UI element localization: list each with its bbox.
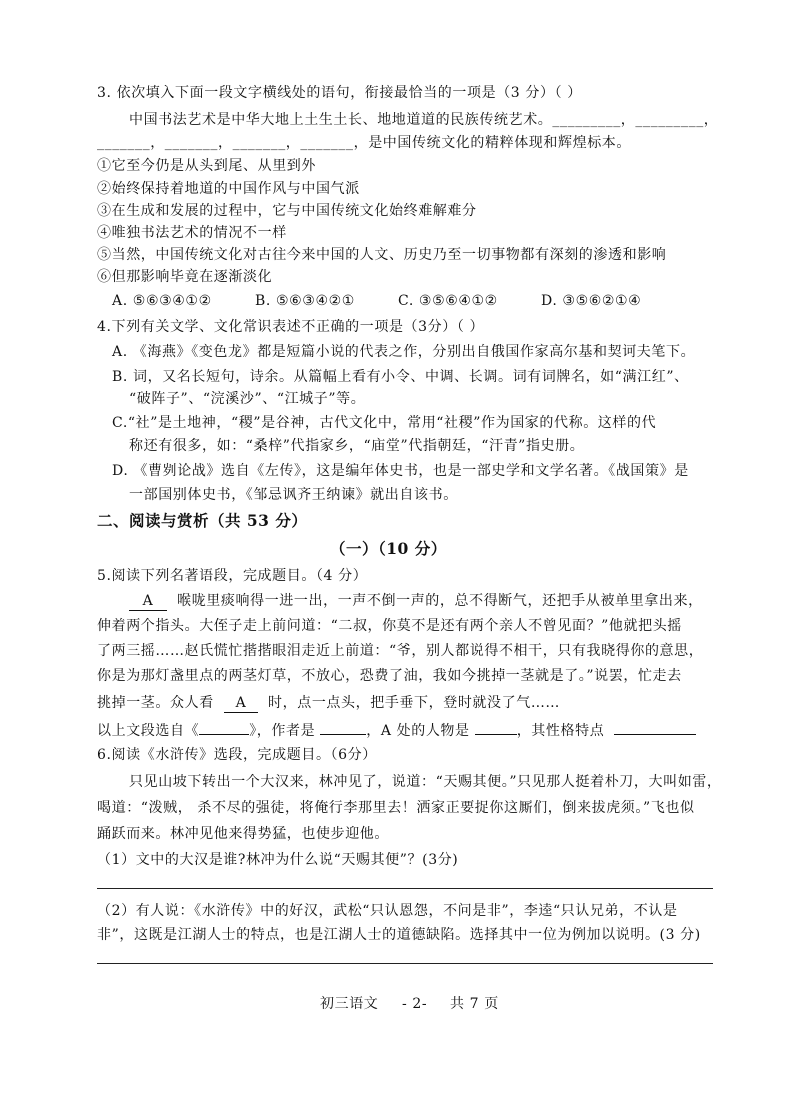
q6-sub-question-2-line-2: 非”，这既是江湖人士的特点，也是江湖人士的道德缺陷。选择其中一位为例加以说明。(3 分) [97, 927, 701, 943]
q3-option-3: ③在生成和发展的过程中，它与中国传统文化始终难解难分 [97, 203, 477, 219]
q3-option-5: ⑤当然，中国传统文化对古往今来中国的人文、历史乃至一切事物都有深刻的渗透和影响 [97, 247, 667, 263]
q5-marker-a: A [129, 592, 167, 611]
q3-option-1: ①它至今仍是从头到尾、从里到外 [97, 158, 316, 174]
q5-stem: 5.阅读下列名著语段，完成题目。（4 分） [97, 568, 368, 584]
q6-passage-line-1: 只见山坡下转出一个大汉来，林冲见了，说道：“天赐其便。”只见那人挺着朴刀，大叫如雷， [129, 774, 722, 790]
q4-option-d-line-1: D. 《曹刿论战》选自《左传》，这是编年体史书，也是一部史学和文学名著。《战国策》是 [112, 463, 689, 479]
q5-trait-blank[interactable] [614, 720, 696, 735]
q4-option-a: A. 《海燕》《变色龙》都是短篇小说的代表之作，分别出自俄国作家高尔基和契诃夫笔下。 [112, 344, 696, 360]
q3-stem: 3. 依次填入下面一段文字横线处的语句，衔接最恰当的一项是（3 分）（ ） [97, 85, 582, 101]
q4-option-d-line-2: 一部国别体史书，《邹忌讽齐王纳谏》就出自该书。 [129, 487, 458, 503]
q6-passage-line-3: 踊跃而来。林冲见他来得势猛，也使步迎他。 [97, 826, 389, 842]
q5-passage-line-4: 你是为那灯盏里点的两茎灯草，不放心，恐费了油，我如今挑掉一茎就是了。”说罢，忙走去 [97, 668, 682, 684]
section-heading: 二、阅读与赏析（共 53 分） [97, 511, 308, 530]
section-sub-heading: （一）（10 分） [330, 539, 447, 558]
q5-passage-line-5 [97, 694, 560, 713]
q6-stem: 6.阅读《水浒传》选段，完成题目。（6分） [97, 747, 377, 763]
q5-author-blank[interactable] [320, 720, 366, 735]
q3-option-6: ⑥但那影响毕竟在逐渐淡化 [97, 269, 273, 285]
q5-passage-line-2: 伸着两个指头。大侄子走上前问道：“二叔，你莫不是还有两个亲人不曾见面？”他就把头摇 [97, 618, 682, 634]
q5-book-blank[interactable] [199, 720, 249, 735]
q5-character-blank[interactable] [475, 720, 517, 735]
q3-option-4: ④唯独书法艺术的情况不一样 [97, 225, 287, 241]
q3-passage-line-1: 中国书法艺术是中华大地上土生土长、地地道道的民族传统艺术。_________，_________， [129, 112, 719, 128]
q6-answer-line-2[interactable] [97, 963, 713, 964]
footer-total-pages: 共 7 页 [450, 996, 499, 1012]
q4-option-c-line-2: 称还有很多，如：“桑梓”代指家乡，“庙堂”代指朝廷，“汗青”指史册。 [129, 438, 585, 454]
q4-stem: 4.下列有关文学、文化常识表述不正确的一项是（3分）（ ） [97, 319, 485, 335]
q3-option-2: ②始终保持着地道的中国作风与中国气派 [97, 181, 360, 197]
q3-choice-c: C. ③⑤⑥④①② [398, 293, 498, 309]
q4-option-b-line-1: B. 词，又名长短句，诗余。从篇幅上看有小令、中调、长调。词有词牌名，如“满江红”、 [112, 369, 689, 385]
q6-sub-question-2-line-1: （2）有人说：《水浒传》中的好汉，武松“只认恩怨，不问是非”，李逵“只认兄弟，不认是 [97, 903, 678, 919]
q6-passage-line-2: 喝道：“泼贼， 杀不尽的强徒，将俺行李那里去！洒家正要捉你这厮们，倒来拔虎须。”飞也似 [97, 800, 695, 816]
q3-choice-a: A. ⑤⑥③④①② [112, 293, 212, 309]
q3-passage-line-2: _______，_______，_______，_______，是中国传统文化的精粹体现和辉煌标本。 [97, 135, 631, 151]
q4-option-c-line-1: C.“社”是土地神，“稷”是谷神，古代文化中，常用“社稷”作为国家的代称。这样的代 [112, 415, 657, 431]
q5-marker-a-2: A [224, 694, 258, 713]
q5-question [97, 720, 696, 740]
q3-choice-d: D. ③⑤⑥②①④ [541, 293, 642, 309]
q4-option-b-line-2: “破阵子”、“浣溪沙”、“江城子”等。 [129, 391, 366, 407]
q5-passage-line-5-a: 挑掉一茎。众人看 [97, 695, 214, 711]
footer-subject: 初三语文 [320, 996, 379, 1012]
q5-question-c: ，A 处的人物是 [366, 723, 470, 739]
q5-question-b: 》，作者是 [249, 723, 316, 739]
q6-sub-question-1: （1）文中的大汉是谁?林冲为什么说“天赐其便”？(3分) [97, 852, 459, 868]
q5-question-d: ，其性格特点 [516, 723, 605, 739]
q6-answer-line-1[interactable] [97, 888, 713, 889]
q5-question-a: 以上文段选自《 [97, 723, 200, 739]
q5-passage-line-5-b: 时，点一点头，把手垂下，登时就没了气…… [268, 695, 561, 711]
q5-passage-line-1-text: 喉咙里痰响得一进一出，一声不倒一声的，总不得断气，还把手从被单里拿出来， [177, 593, 703, 609]
q5-passage-line-1 [129, 592, 703, 611]
q3-choice-b: B. ⑤⑥③④②① [255, 293, 355, 309]
footer-page-number: - 2- [402, 996, 428, 1012]
q5-passage-line-3: 了两三摇……赵氏慌忙揩揩眼泪走近上前道：“爷，别人都说得不相干，只有我晓得你的意思， [97, 643, 704, 659]
